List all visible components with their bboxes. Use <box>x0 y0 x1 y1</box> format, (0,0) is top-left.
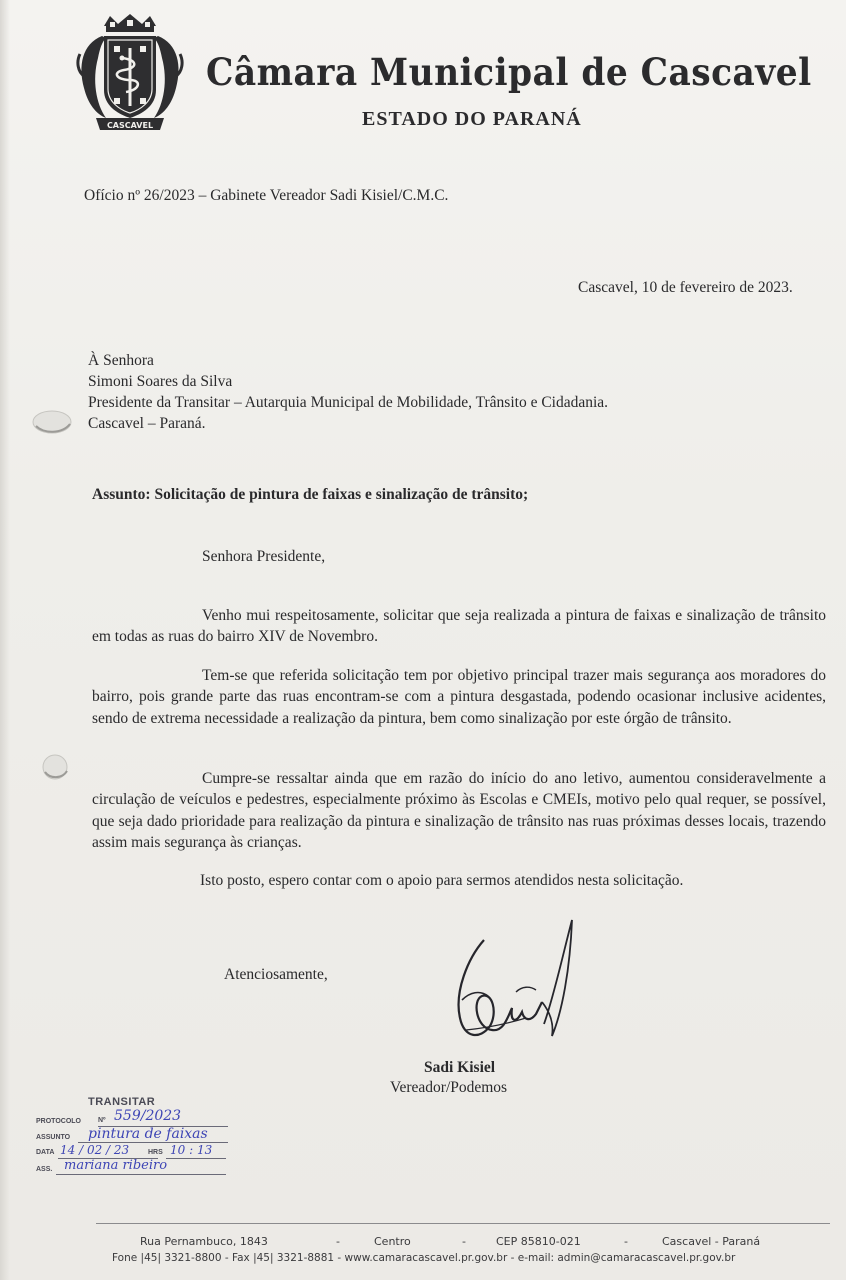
footer-city: Cascavel - Paraná <box>662 1235 761 1248</box>
stamp-assunto-label: ASSUNTO <box>36 1134 71 1141</box>
signer-role: Vereador/Podemos <box>390 1079 508 1096</box>
stamp-protocolo-value: 559/2023 <box>114 1108 182 1124</box>
stamp-protocolo-prefix: Nº <box>98 1117 106 1124</box>
recipient-role: Presidente da Transitar – Autarquia Municipal de Mobilidade, Trânsito e Cidadania. <box>88 394 609 411</box>
page-edge-shadow <box>0 0 10 1280</box>
greeting: Senhora Presidente, <box>202 548 326 565</box>
stamp-protocolo-label: PROTOCOLO <box>36 1118 81 1125</box>
footer-contacts: Fone |45| 3321-8800 - Fax |45| 3321-8881 - www.camaracascavel.pr.gov.br - e-mail: admin@camaracascavel.pr.gov.br <box>112 1252 736 1264</box>
document-date: Cascavel, 10 de fevereiro de 2023. <box>578 279 793 296</box>
svg-text:CASCAVEL: CASCAVEL <box>106 121 154 130</box>
body-paragraph: Venho mui respeitosamente, solicitar que seja realizada a pintura de faixas e sinalização de trânsito em todas as ruas do bairro XIV de Novembro. <box>92 607 826 646</box>
letterhead-subtitle: ESTADO DO PARANÁ <box>362 108 582 130</box>
letterhead-title: Câmara Municipal de Cascavel <box>206 50 812 94</box>
oficio-reference: Ofício nº 26/2023 – Gabinete Vereador Sadi Kisiel/C.M.C. <box>84 187 449 204</box>
body-paragraph: Tem-se que referida solicitação tem por objetivo principal trazer mais segurança aos moradores do bairro, pois grande parte das ruas encontram-se com a pintura desgastada, podendo ocasionar inclusive acidentes, sendo de extrema necessidade a realização da pintura, bem como sinalização por este órgão de trânsito. <box>92 667 826 727</box>
punch-hole-icon <box>30 408 72 436</box>
recipient-city: Cascavel – Paraná. <box>88 415 206 432</box>
stamp-hrs-label: HRS <box>148 1149 163 1156</box>
recipient-name: Simoni Soares da Silva <box>88 373 233 390</box>
footer-separator: - <box>624 1235 628 1248</box>
punch-hole-icon <box>40 752 70 782</box>
recipient-salutation: À Senhora <box>88 352 154 369</box>
body-paragraph: Cumpre-se ressaltar ainda que em razão do início do ano letivo, aumentou consideravelmente a circulação de veículos e pedestres, especialmente próximo às Escolas e CMEIs, motivo pelo qual requer, se possível, que seja dado prioridade para realização da pintura e sinalização de trânsito nas ruas próximas desses locais, trazendo assim mais segurança às crianças. <box>92 770 826 852</box>
stamp-assunto-value: pintura de faixas <box>88 1126 208 1142</box>
subject-line: Assunto: Solicitação de pintura de faixas e sinalização de trânsito; <box>92 486 529 503</box>
handwritten-signature-icon <box>446 900 586 1060</box>
stamp-header: TRANSITAR <box>88 1096 156 1108</box>
footer-district: Centro <box>374 1235 411 1248</box>
closing: Atenciosamente, <box>224 966 328 983</box>
footer-separator: - <box>462 1235 466 1248</box>
body-paragraph-final: Isto posto, espero contar com o apoio para sermos atendidos nesta solicitação. <box>200 872 684 889</box>
footer-separator: - <box>336 1235 340 1248</box>
stamp-ass-label: ASS. <box>36 1166 53 1173</box>
protocol-stamp <box>30 1096 240 1176</box>
coat-of-arms-icon <box>76 14 184 136</box>
footer-cep: CEP 85810-021 <box>496 1235 581 1248</box>
stamp-hrs-value: 10 : 13 <box>170 1143 213 1157</box>
footer-divider <box>96 1223 830 1224</box>
stamp-data-value: 14 / 02 / 23 <box>60 1143 130 1157</box>
footer-street: Rua Pernambuco, 1843 <box>140 1235 268 1248</box>
signer-name: Sadi Kisiel <box>424 1059 496 1076</box>
stamp-ass-value: mariana ribeiro <box>64 1158 168 1173</box>
stamp-data-label: DATA <box>36 1149 55 1156</box>
recipient-block <box>88 350 608 434</box>
